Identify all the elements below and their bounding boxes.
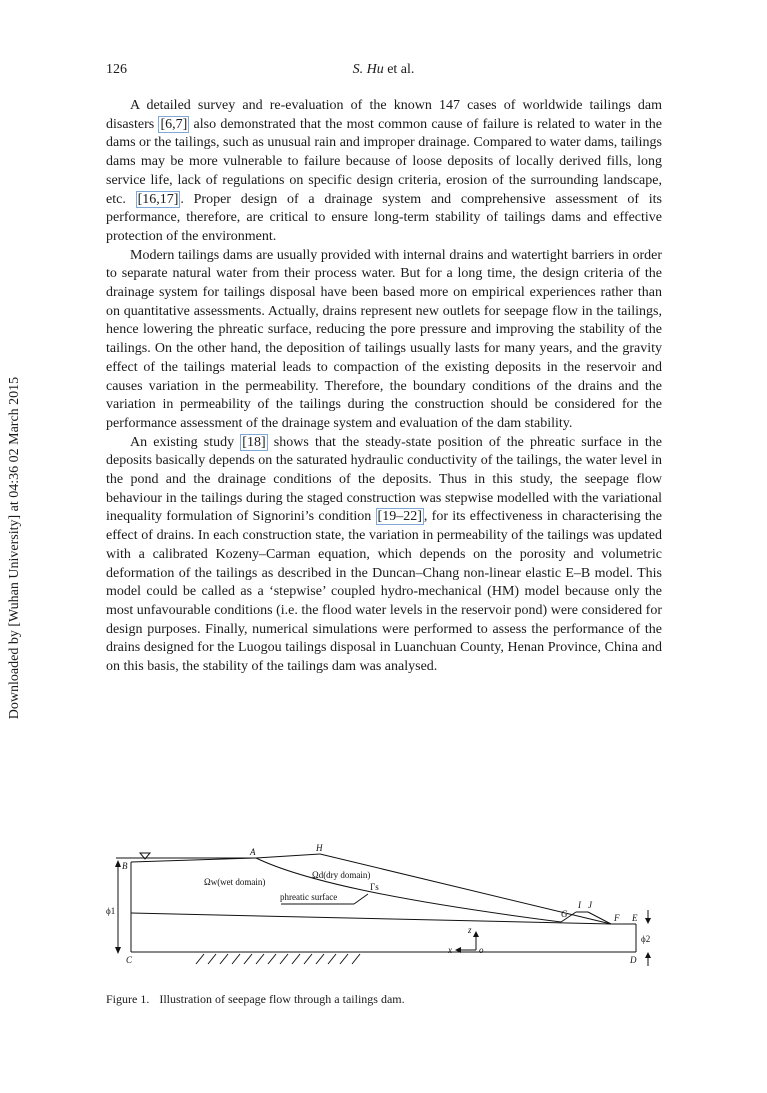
caption-number: Figure 1.: [106, 992, 150, 1006]
text-span: A detailed survey and re-evaluation of the known 147 cases of worldwide tailings dam disasters: [106, 98, 662, 132]
phreatic-leader-tail: [354, 894, 368, 904]
surface-b-a: [131, 858, 256, 862]
figure-1: [106, 842, 668, 972]
phi1-arrowhead-top: [115, 860, 121, 867]
text-span: shows that the steady-state position of the phreatic surface in the deposits basically depends on the saturated hydraulic conductivity of the tailings, the water level in the pond and the drainage conditions of the deposits. Thus in this study, the seepage flow behaviour in the tailings during the staged construction was stepwise modelled with the variational inequality formulation of Signorini’s condition: [106, 434, 662, 525]
body-text: [106, 97, 662, 677]
citation-link[interactable]: [18]: [242, 434, 266, 450]
seepage-diagram: [106, 842, 668, 972]
label-x: x: [448, 945, 452, 955]
paragraph-1: [106, 97, 662, 247]
label-j: J: [588, 900, 592, 910]
label-gamma-s: Γs: [370, 882, 379, 892]
label-phreatic-surface: phreatic surface: [280, 892, 338, 902]
label-f: F: [614, 913, 620, 923]
label-e: E: [632, 913, 638, 923]
text-span: also demonstrated that the most common cause of failure is related to water in the dams or the tailings, such as unusual rain and improper drainage. Compared to water dams, tailings dams may be more vulnerable to failure because of loose deposits of locally derived fills, long service life, lack of regulations on specific design criteria, erosion of the surrounding landscape, etc.: [106, 116, 662, 207]
label-dry-domain: Ωd(dry domain): [312, 870, 371, 880]
caption-text: Illustration of seepage flow through a tailings dam.: [159, 992, 405, 1006]
label-d: D: [630, 955, 637, 965]
phi2-arrowhead-bottom: [645, 952, 651, 958]
running-head: [0, 62, 767, 78]
citation-link[interactable]: [16,17]: [137, 191, 179, 207]
running-head-author: S. Hu: [352, 62, 384, 77]
label-phi1: ϕ1: [106, 906, 116, 916]
label-c: C: [126, 955, 133, 965]
citation-link[interactable]: [6,7]: [160, 116, 188, 132]
label-b: B: [122, 861, 128, 871]
label-phi2: ϕ2: [641, 934, 651, 944]
figure-caption: [106, 992, 405, 1007]
label-a: A: [250, 847, 256, 857]
label-i: I: [578, 900, 581, 910]
citation-link[interactable]: [19–22]: [377, 509, 422, 525]
phreatic-curve: [256, 858, 561, 922]
text-span: . Proper design of a drainage system and comprehensive assessment of its performance, therefore, are critical to ensure long-term stability of tailings dams and effective protection of the environment.: [106, 191, 662, 244]
text-span: , for its effectiveness in characterising the effect of drains. In each construction state, the variation in permeability of the tailings was updated with a calibrated Kozeny–Carman equation, which depends on the porosity and volumetric deformation of the tailings as described in the Duncan–Chang non-linear elastic E–B model. This model could be called as a ‘stepwise’ coupled hydro-mechanical (HM) model because only the most unfavourable conditions (i.e. the flood water levels in the reservoir pond) were considered for design purposes. Finally, numerical simulations were performed to assess the performance of the drains designed for the Luogou tailings disposal in Luanchuan County, Henan Province, China and on this basis, the stability of the tailings dam was analysed.: [106, 509, 662, 675]
z-arrowhead: [473, 931, 479, 937]
label-z: z: [468, 925, 472, 935]
drain-j-f: [588, 912, 611, 924]
label-o: o: [479, 945, 484, 955]
bedrock-hatch: [196, 954, 360, 964]
download-watermark: Downloaded by [Wuhan University] at 04:36 02 March 2015: [7, 376, 22, 720]
phi2-arrowhead-top: [645, 918, 651, 924]
running-head-suffix: et al.: [383, 62, 415, 77]
paragraph-2: [106, 247, 662, 434]
tailings-base: [131, 913, 611, 924]
label-g: G: [561, 909, 568, 919]
paragraph-3: [106, 434, 662, 677]
text-span: An existing study: [130, 434, 241, 450]
label-h: H: [316, 843, 323, 853]
phi1-arrowhead-bottom: [115, 947, 121, 954]
label-wet-domain: Ωw(wet domain): [204, 877, 266, 887]
page-number: 126: [106, 62, 127, 77]
text-span: Modern tailings dams are usually provided with internal drains and watertight barriers in order to separate natural water from their process water. But for a long time, the design criteria of the drainage system for tailings disposal have been based more on empirical experiences rather than on quantitative assessments. Actually, drains represent new outlets for seepage flow in the tailings, hence lowering the phreatic surface, reducing the pore pressure and improving the stability of the tailings. On the other hand, the deposition of tailings usually lasts for many years, and the gravity effect of the tailings material leads to compaction of the existing deposits in the reservoir and causes variation in the permeability. Therefore, the boundary conditions of the drains and the variation in permeability of the tailings during the construction should be considered for the performance assessment of the drainage system and evaluation of the dam stability.: [106, 247, 662, 431]
surface-a-h: [256, 854, 320, 858]
